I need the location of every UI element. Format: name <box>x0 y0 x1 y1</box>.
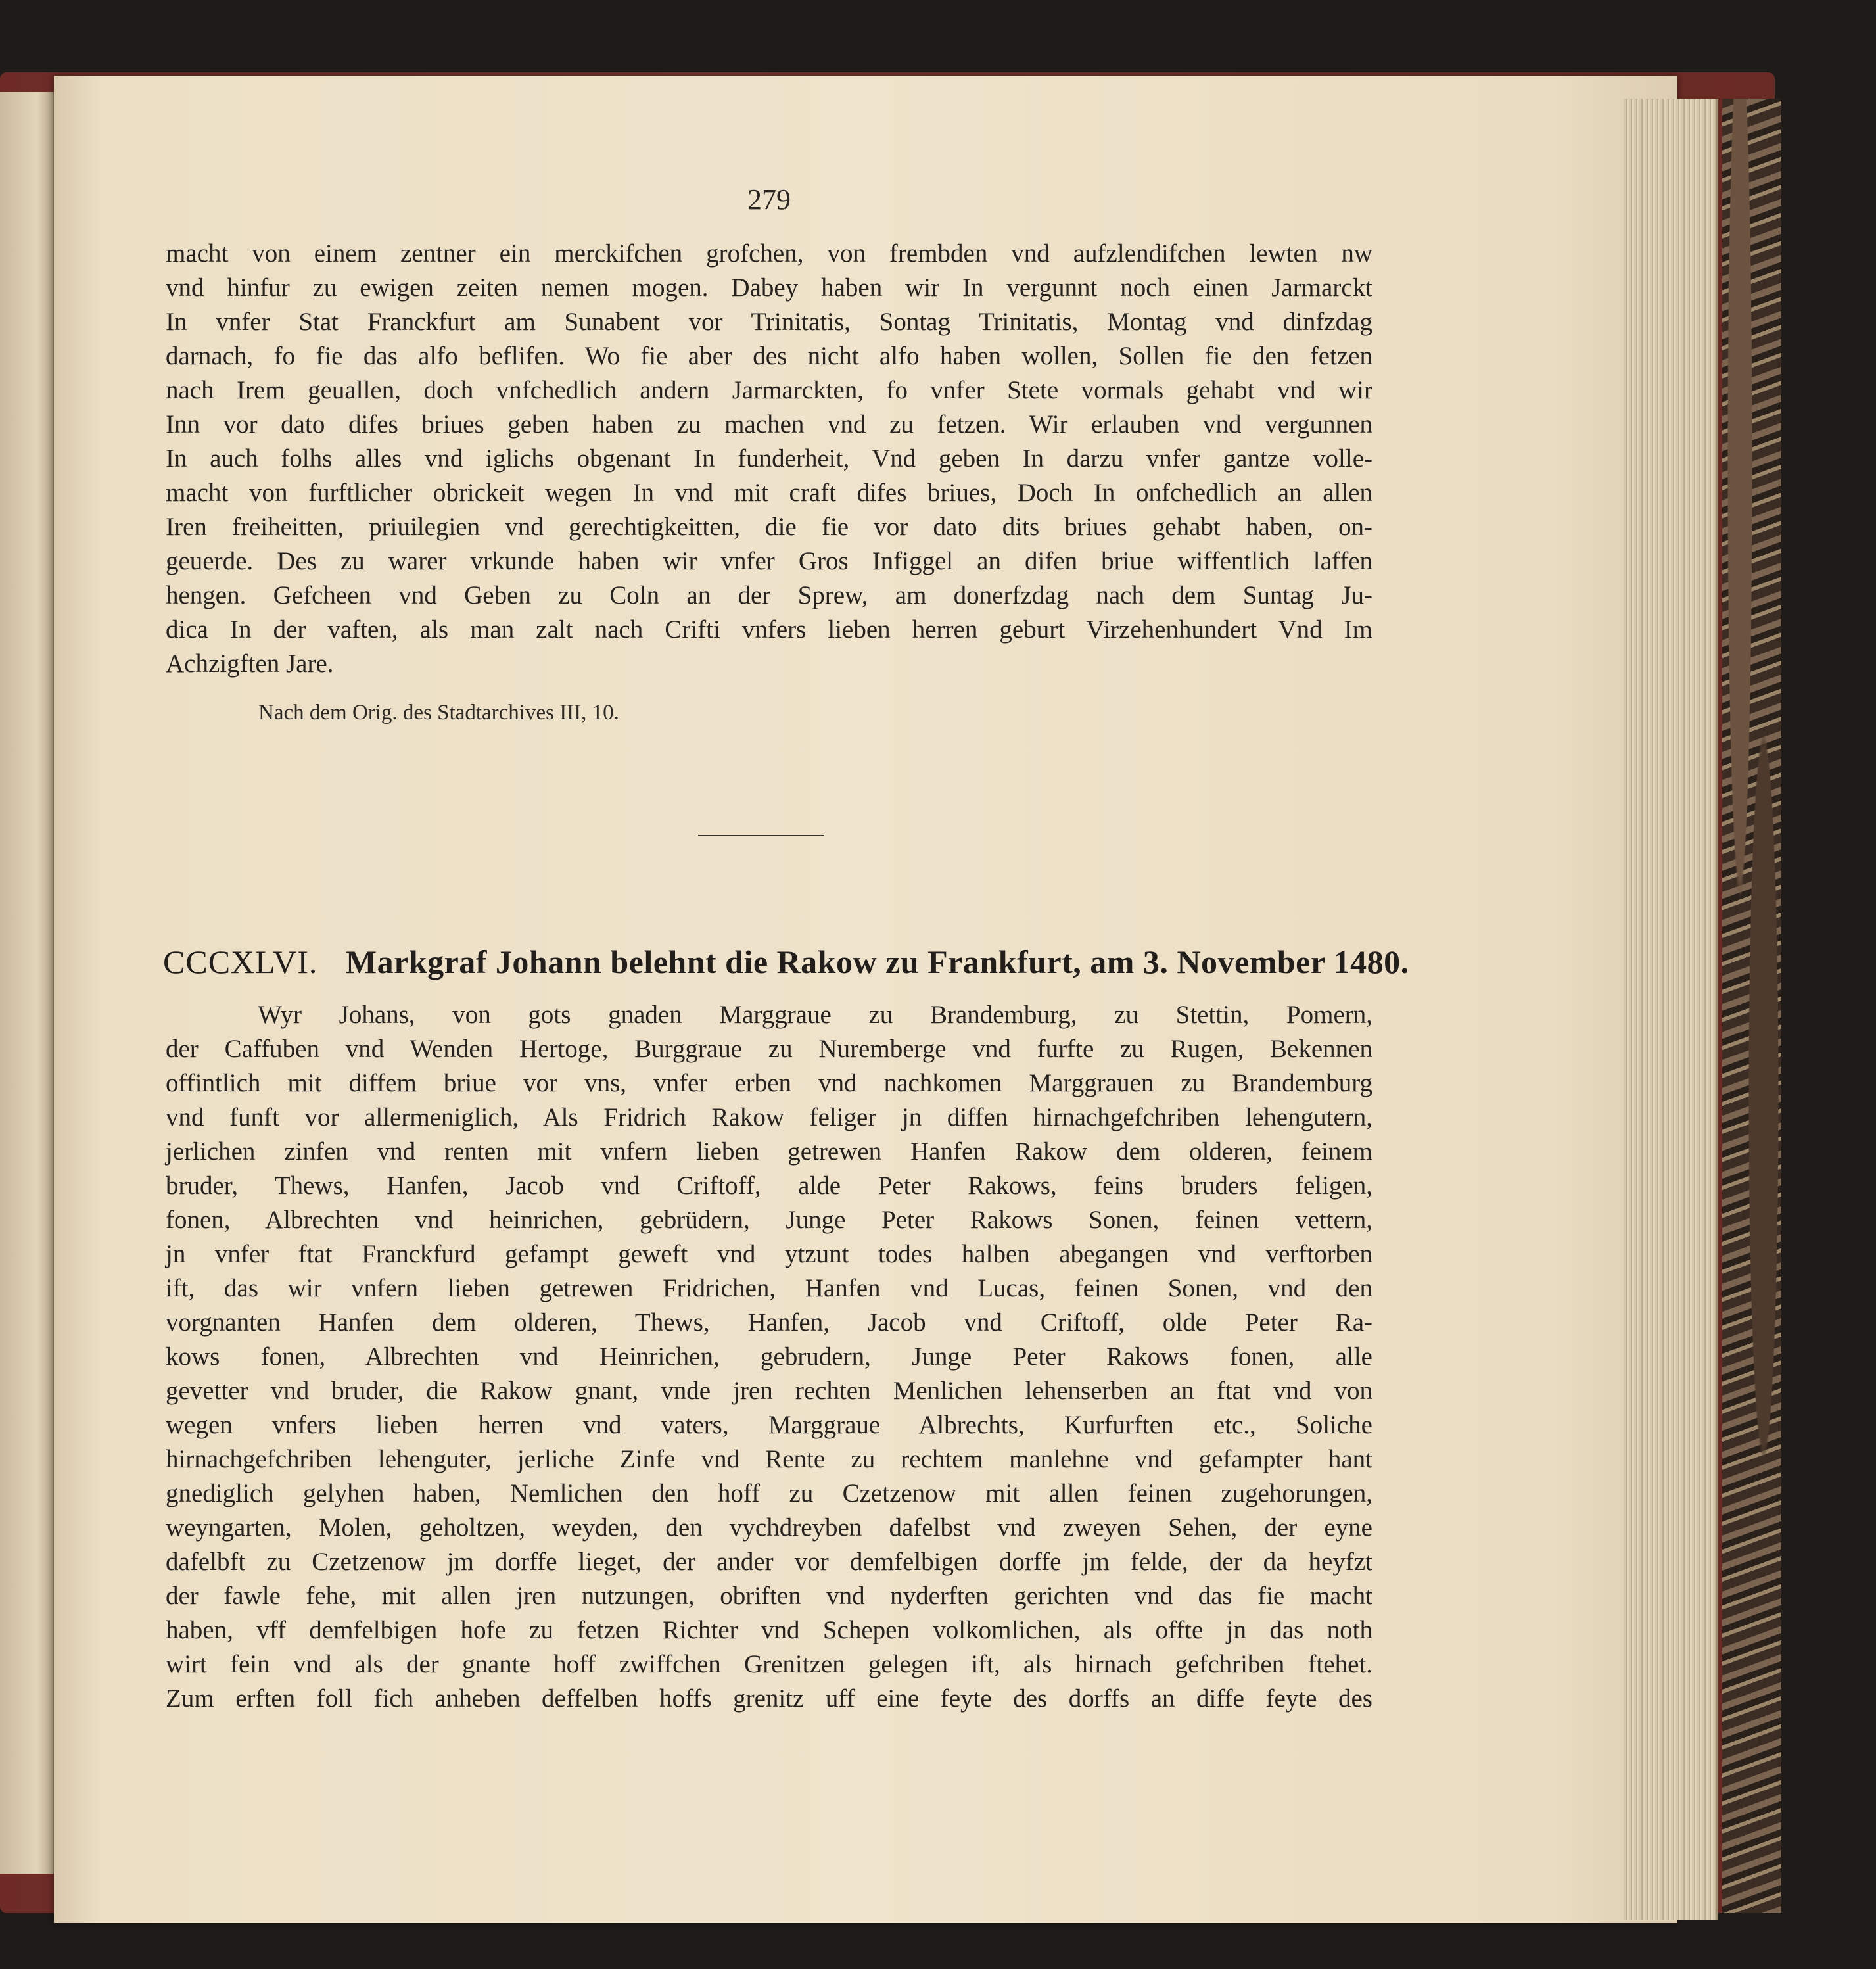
text-line: nach Irem geuallen, doch vnfchedlich andern Jarmarckten, fo vnfer Stete vormals gehabt vnd wir <box>166 376 1372 404</box>
text-line: wegen vnfers lieben herren vnd vaters, Marggraue Albrechts, Kurfurften etc., Soliche <box>166 1411 1372 1439</box>
text-line: vnd funft vor allermeniglich, Als Fridrich Rakow feliger jn diffen hirnachgefchriben lehengutern, <box>166 1103 1372 1131</box>
text-line: vorgnanten Hanfen dem olderen, Thews, Hanfen, Jacob vnd Criftoff, olde Peter Ra- <box>166 1308 1372 1337</box>
text-line: hengen. Gefcheen vnd Geben zu Coln an der Sprew, am donerfzdag nach dem Suntag Ju- <box>166 581 1372 609</box>
page-block-edge <box>1624 99 1718 1920</box>
charter-text <box>166 998 1372 1716</box>
document-number: CCCXLVI. <box>163 943 318 980</box>
text-line: Achzigften Jare. <box>166 650 334 678</box>
text-line: der Caffuben vnd Wenden Hertoge, Burggraue zu Nuremberge vnd furfte zu Rugen, Bekennen <box>166 1035 1372 1063</box>
text-line: geuerde. Des zu warer vrkunde haben wir vnfer Gros Infiggel an difen briue wiffentlich laffen <box>166 547 1372 575</box>
text-line: fonen, Albrechten vnd heinrichen, gebrüdern, Junge Peter Rakows Sonen, feinen vettern, <box>166 1206 1372 1234</box>
text-line: wirt fein vnd als der gnante hoff zwiffchen Grenitzen gelegen ift, als hirnach gefchriben ftehet. <box>166 1650 1372 1678</box>
marbled-board-edge <box>1722 99 1781 1913</box>
text-line: jn vnfer ftat Franckfurd gefampt geweft vnd ytzunt todes halben abegangen vnd verftorben <box>166 1240 1372 1268</box>
text-line: kows fonen, Albrechten vnd Heinrichen, gebrudern, Junge Peter Rakows fonen, alle <box>166 1342 1372 1371</box>
text-line: haben, vff demfelbigen hofe zu fetzen Richter vnd Schepen volkomlichen, als offte jn das noth <box>166 1616 1372 1644</box>
text-line: dica In der vaften, als man zalt nach Crifti vnfers lieben herren geburt Virzehenhundert Vnd Im <box>166 615 1372 644</box>
paragraph-continued <box>166 237 1372 681</box>
text-line: gnediglich gelyhen haben, Nemlichen den hoff zu Czetzenow mit allen feinen zugehorungen, <box>166 1479 1372 1507</box>
document-title: Markgraf Johann belehnt die Rakow zu Frankfurt, am 3. November 1480. <box>345 943 1409 980</box>
text-line: macht von furftlicher obrickeit wegen In vnd mit craft difes briues, Doch In onfchedlich an allen <box>166 479 1372 507</box>
text-line: In auch folhs alles vnd iglichs obgenant In funderheit, Vnd geben In darzu vnfer gantze volle- <box>166 444 1372 473</box>
text-line: macht von einem zentner ein merckifchen grofchen, von frembden vnd aufzlendifchen lewten nw <box>166 239 1372 268</box>
section-divider <box>698 835 824 836</box>
text-line: Inn vor dato difes briues geben haben zu machen vnd zu fetzen. Wir erlauben vnd vergunnen <box>166 410 1372 439</box>
text-line: hirnachgefchriben lehenguter, jerliche Zinfe vnd Rente zu rechtem manlehne vnd gefampter hant <box>166 1445 1372 1473</box>
text-line: Wyr Johans, von gots gnaden Marggraue zu Brandemburg, zu Stettin, Pomern, <box>258 1001 1372 1029</box>
text-line: der fawle fehe, mit allen jren nutzungen, obriften vnd nyderften gerichten vnd das fie macht <box>166 1582 1372 1610</box>
left-page-edge <box>0 92 55 1874</box>
document-heading <box>163 943 1409 981</box>
text-line: ift, das wir vnfern lieben getrewen Fridrichen, Hanfen vnd Lucas, feinen Sonen, vnd den <box>166 1274 1372 1302</box>
text-line: Zum erften foll fich anheben deffelben hoffs grenitz uff eine feyte des dorffs an diffe feyte des <box>166 1684 1372 1713</box>
source-note: Nach dem Orig. des Stadtarchives III, 10. <box>258 701 619 724</box>
text-line: weyngarten, Molen, geholtzen, weyden, den vychdreyben dafelbst vnd zweyen Sehen, der eyne <box>166 1513 1372 1542</box>
text-line: dafelbft zu Czetzenow jm dorffe lieget, der ander vor demfelbigen dorffe jm felde, der da heyfzt <box>166 1548 1372 1576</box>
text-line: vnd hinfur zu ewigen zeiten nemen mogen. Dabey haben wir In vergunnt noch einen Jarmarckt <box>166 273 1372 302</box>
text-line: jerlichen zinfen vnd renten mit vnfern lieben getrewen Hanfen Rakow dem olderen, feinem <box>166 1137 1372 1166</box>
text-line: gevetter vnd bruder, die Rakow gnant, vnde jren rechten Menlichen lehenserben an ftat vnd von <box>166 1377 1372 1405</box>
text-line: Iren freiheitten, priuilegien vnd gerechtigkeitten, die fie vor dato dits briues gehabt haben, on- <box>166 513 1372 541</box>
text-line: offintlich mit diffem briue vor vns, vnfer erben vnd nachkomen Marggrauen zu Brandemburg <box>166 1069 1372 1097</box>
text-line: In vnfer Stat Franckfurt am Sunabent vor Trinitatis, Sontag Trinitatis, Montag vnd dinfzdag <box>166 308 1372 336</box>
page-number: 279 <box>747 183 791 216</box>
text-line: darnach, fo fie das alfo beflifen. Wo fie aber des nicht alfo haben wollen, Sollen fie den fetzen <box>166 342 1372 370</box>
text-line: bruder, Thews, Hanfen, Jacob vnd Criftoff, alde Peter Rakows, feins bruders feligen, <box>166 1172 1372 1200</box>
